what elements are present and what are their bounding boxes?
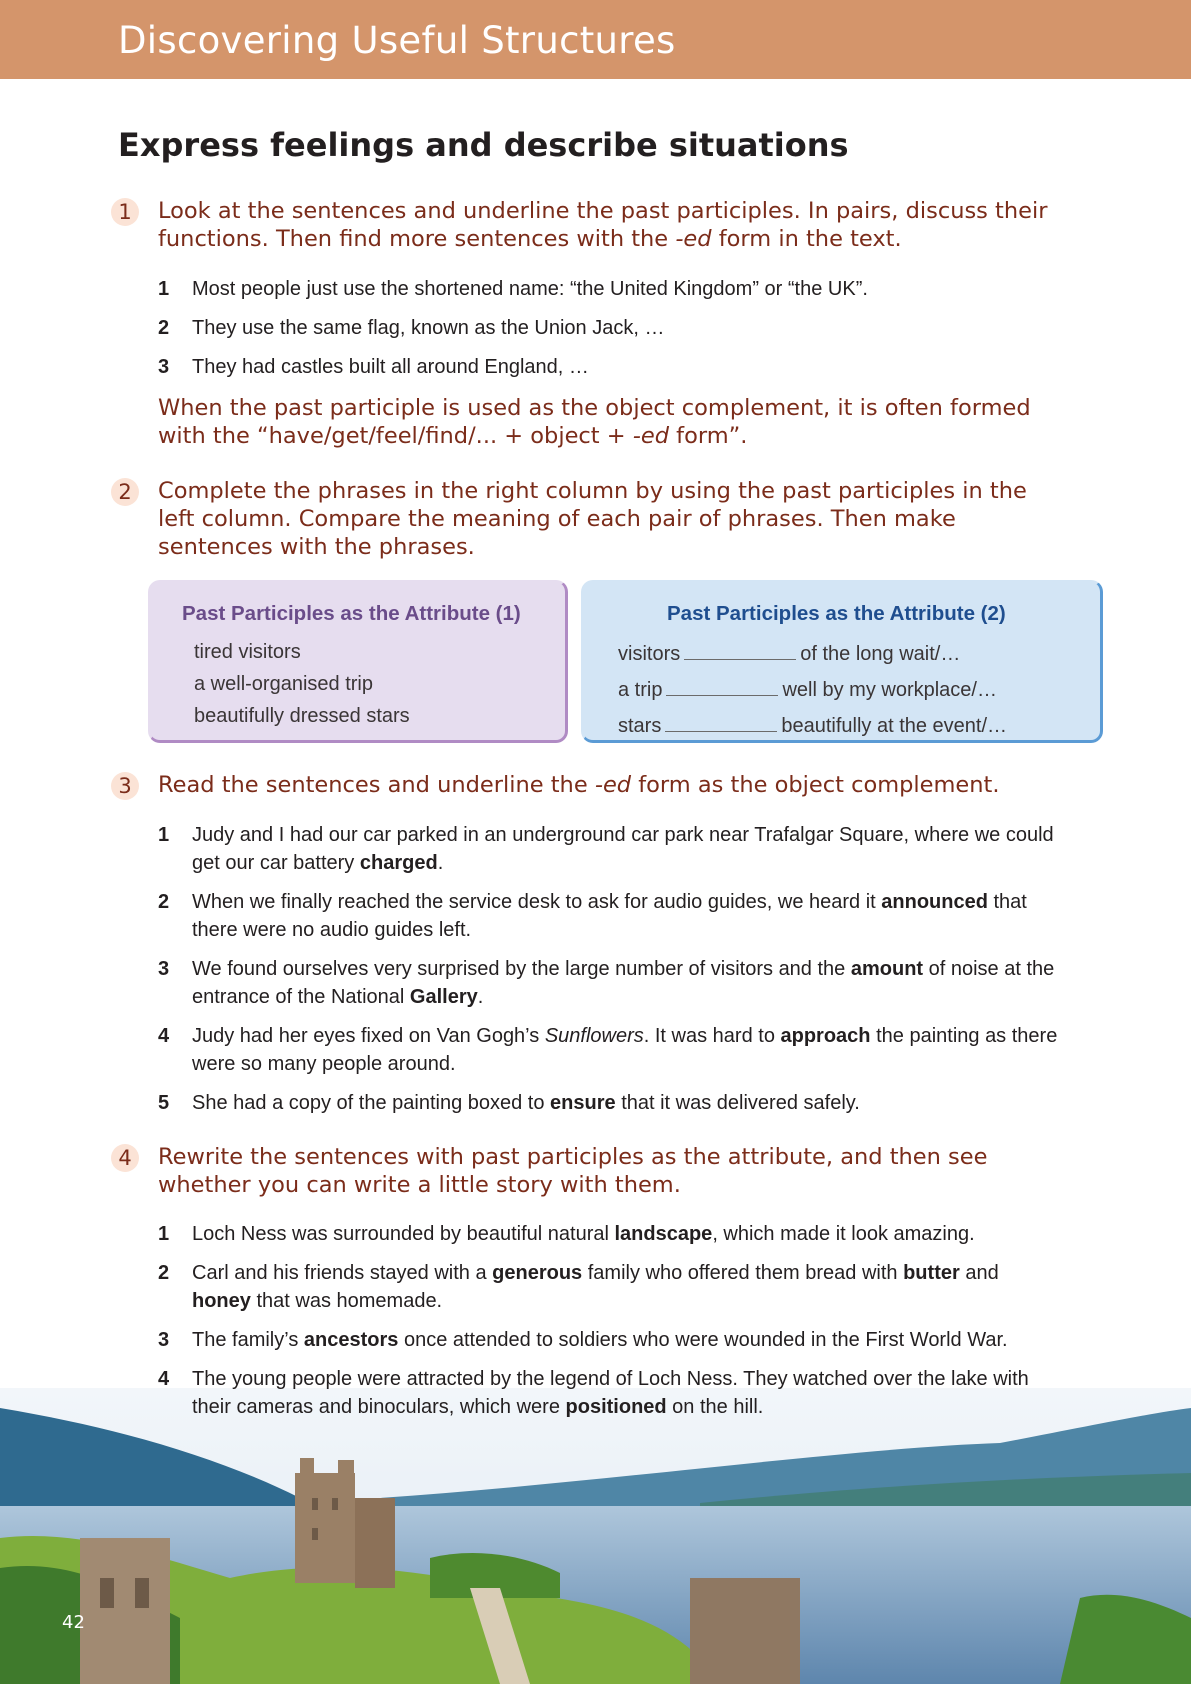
exercise-instruction: Complete the phrases in the right column by using the past participles in the left column. Compare the meaning of each pair of phrases. Then make sentences with the phrases. — [158, 478, 1027, 560]
exercise-4-items — [158, 1220, 1058, 1432]
box-heading: Past Participles as the Attribute (1) — [182, 602, 521, 625]
page-header-title: Discovering Useful Structures — [118, 19, 676, 62]
phrase-item: a well-organised trip — [194, 673, 373, 695]
answer-blank[interactable] — [666, 678, 778, 696]
list-item: 3 The family’s ancestors once attended to soldiers who were wounded in the First World War. — [158, 1329, 1008, 1351]
list-item: 1 Most people just use the shortened name: “the United Kingdom” or “the UK”. — [158, 278, 868, 300]
exercise-number: 3 — [111, 772, 139, 800]
exercise-1-items — [158, 275, 1058, 392]
exercise-instruction: Look at the sentences and underline the past participles. In pairs, discuss their functions. Then find more sentences with the -ed form in the text. — [158, 198, 1048, 252]
attribute-box-2 — [581, 580, 1103, 743]
phrase-item: a trip well by my workplace/… — [618, 679, 997, 701]
list-item: 2 They use the same flag, known as the Union Jack, … — [158, 317, 665, 339]
phrase-list — [618, 636, 1007, 744]
page-number: 42 — [62, 1612, 85, 1633]
phrase-item: tired visitors — [194, 641, 301, 663]
section-title: Express feelings and describe situations — [118, 126, 849, 164]
exercise-number: 2 — [111, 478, 139, 506]
exercise-number: 4 — [111, 1144, 139, 1172]
box-heading: Past Participles as the Attribute (2) — [667, 602, 1006, 625]
attribute-box-1 — [148, 580, 568, 743]
header-banner — [0, 0, 1191, 79]
phrase-list — [194, 636, 410, 732]
list-item: 2 When we finally reached the service desk to ask for audio guides, we heard it announced that there were no audio guides left. — [158, 891, 1027, 941]
list-item: 4 The young people were attracted by the legend of Loch Ness. They watched over the lake with their cameras and binoculars, which were positioned on the hill. — [158, 1368, 1029, 1418]
list-item: 4 Judy had her eyes fixed on Van Gogh’s Sunflowers. It was hard to approach the painting as there were so many people around. — [158, 1025, 1058, 1075]
phrase-item: visitors of the long wait/… — [618, 643, 961, 665]
answer-blank[interactable] — [665, 714, 777, 732]
exercise-3-items — [158, 821, 1058, 1128]
exercise-instruction: Rewrite the sentences with past participles as the attribute, and then see whether you can write a little story with them. — [158, 1144, 988, 1198]
list-item: 2 Carl and his friends stayed with a generous family who offered them bread with butter and honey that was homemade. — [158, 1262, 999, 1312]
list-item: 3 They had castles built all around England, … — [158, 356, 589, 378]
phrase-item: beautifully dressed stars — [194, 705, 410, 727]
list-item: 1 Loch Ness was surrounded by beautiful natural landscape, which made it look amazing. — [158, 1223, 975, 1245]
list-item: 3 We found ourselves very surprised by the large number of visitors and the amount of noise at the entrance of the National Gallery. — [158, 958, 1055, 1008]
answer-blank[interactable] — [684, 642, 796, 660]
list-item: 5 She had a copy of the painting boxed to ensure that it was delivered safely. — [158, 1092, 860, 1114]
phrase-item: stars beautifully at the event/… — [618, 715, 1008, 737]
exercise-instruction: Read the sentences and underline the -ed form as the object complement. — [158, 772, 1000, 798]
exercise-number: 1 — [111, 198, 139, 226]
grammar-note: When the past participle is used as the object complement, it is often formed with the “have/get/feel/find/... + object + -ed form”. — [158, 395, 1031, 449]
loch-ness-photo — [0, 1388, 1191, 1684]
list-item: 1 Judy and I had our car parked in an underground car park near Trafalgar Square, where we could get our car battery charged. — [158, 824, 1054, 874]
